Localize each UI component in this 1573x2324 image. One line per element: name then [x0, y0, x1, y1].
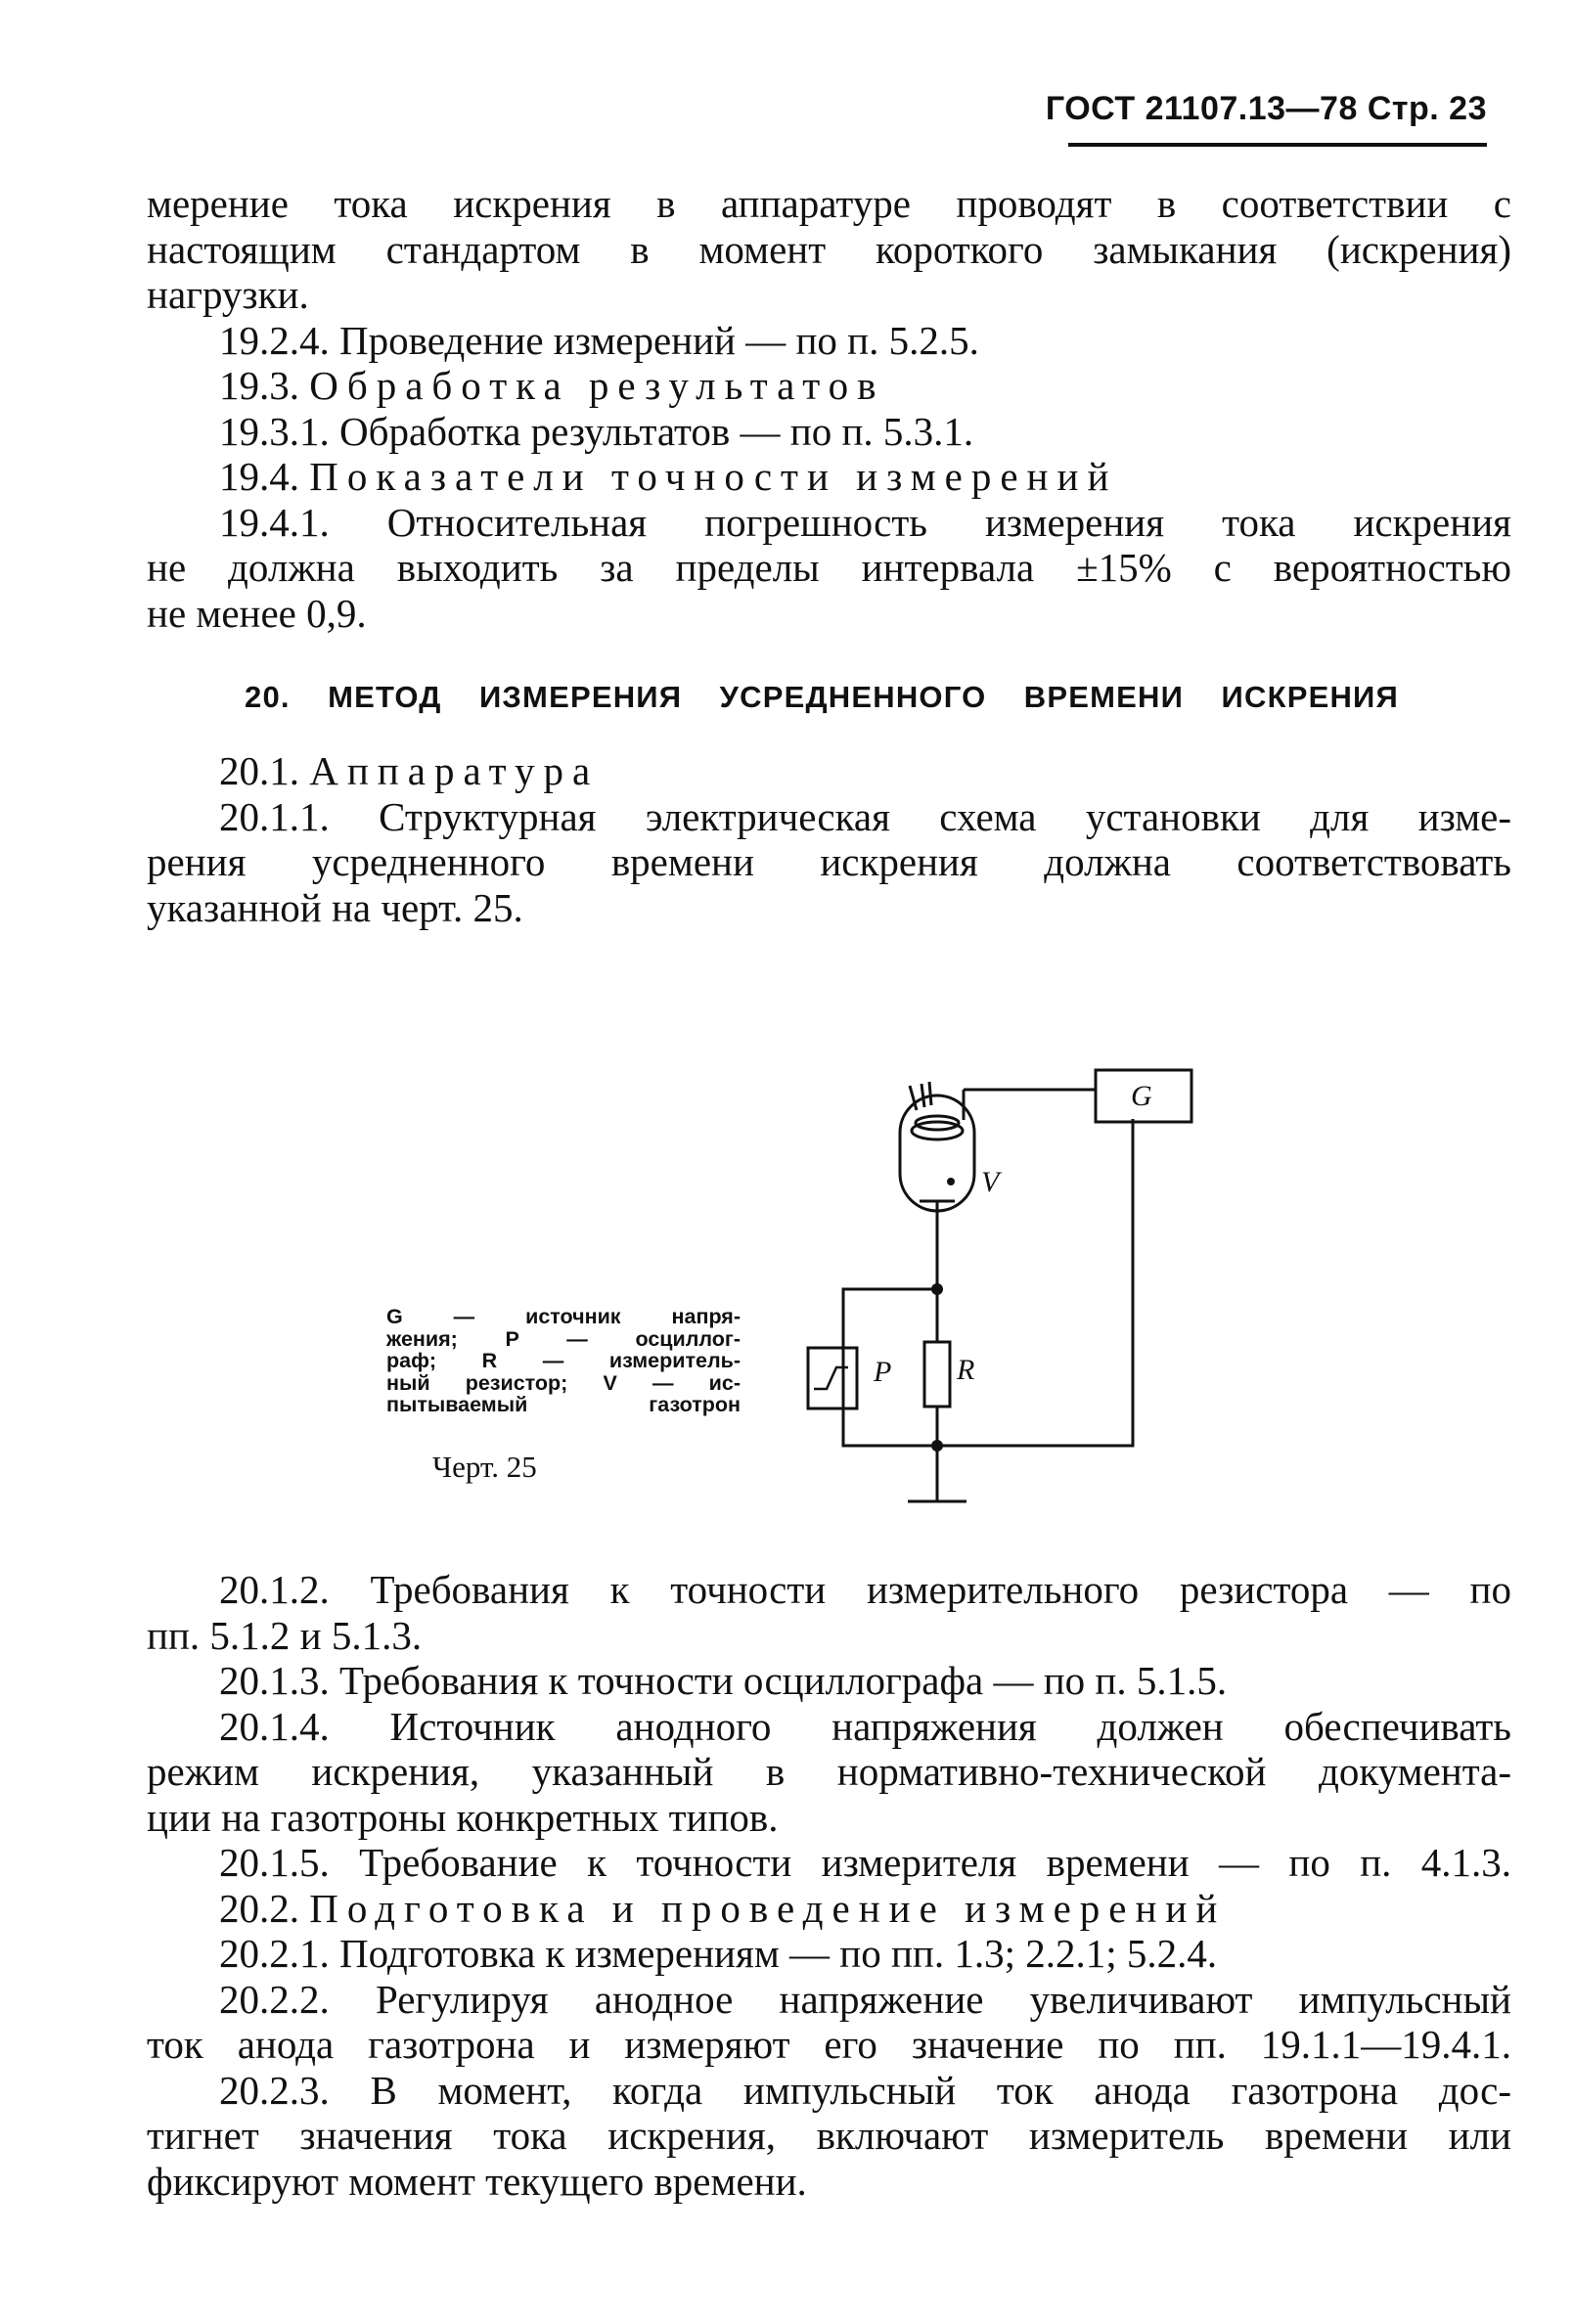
clause-20-2-3-line: 20.2.3. В момент, когда импульсный ток анода газотрона дос- — [219, 2067, 1511, 2113]
caption-line: ный резистор; V — ис- — [386, 1370, 741, 1395]
paragraph-line: настоящим стандартом в момент короткого замыкания (искрения) — [147, 226, 1511, 272]
clause-20-1-5: 20.1.5. Требование к точности измерителя времени — по п. 4.1.3. — [219, 1840, 1511, 1885]
clause-20-1-2-line: пп. 5.1.2 и 5.1.3. — [147, 1612, 423, 1658]
figure-label: Черт. 25 — [432, 1450, 537, 1484]
clause-title: Аппаратура — [309, 748, 600, 793]
clause-20-2-3-line: фиксируют момент текущего времени. — [147, 2158, 807, 2204]
clause-20-1-1-line: рения усредненного времени искрения должна соответствовать — [147, 839, 1511, 884]
page-number: Стр. 23 — [1367, 90, 1487, 127]
junction-dot — [931, 1283, 943, 1295]
resistor-box — [924, 1342, 950, 1407]
clause-20-1-2-line: 20.1.2. Требования к точности измерительного резистора — по — [219, 1567, 1511, 1612]
label-g: G — [1131, 1080, 1152, 1112]
clause-number: 20.2. — [219, 1885, 299, 1931]
clause-number: 19.3. — [219, 363, 299, 408]
clause-20-1-4-line: режим искрения, указанный в нормативно-технической документа- — [147, 1749, 1511, 1794]
clause-19-4-1-line: не менее 0,9. — [147, 590, 367, 636]
clause-19-4-1-line: не должна выходить за пределы интервала ±15% с вероятностью — [147, 545, 1511, 590]
clause-20-2-1: 20.2.1. Подготовка к измерениям — по пп. 1.3; 2.2.1; 5.2.4. — [219, 1931, 1218, 1976]
clause-20-1-3: 20.1.3. Требования к точности осциллографа — по п. 5.1.5. — [219, 1658, 1228, 1703]
clause-20-1-1-line: 20.1.1. Структурная электрическая схема установки для изме- — [219, 793, 1511, 839]
clause-20-2-2-line: 20.2.2. Регулируя анодное напряжение увеличивают импульсный — [219, 1976, 1511, 2022]
clause-number: 19.4. — [219, 454, 299, 499]
caption-line: жения; P — осциллог- — [386, 1326, 741, 1351]
paragraph-line: нагрузки. — [147, 272, 309, 317]
clause-20-2 — [147, 1886, 1511, 1932]
clause-number: 20.1. — [219, 748, 299, 793]
clause-19-3-1: 19.3.1. Обработка результатов — по п. 5.3.1. — [219, 408, 974, 454]
label-p: P — [874, 1356, 892, 1388]
clause-19-4-1-line: 19.4.1. Относительная погрешность измерения тока искрения — [219, 499, 1511, 545]
caption-line: пытываемый газотрон — [386, 1393, 741, 1416]
clause-title: Подготовка и проведение измерений — [309, 1885, 1227, 1931]
clause-20-1-1-line: указанной на черт. 25. — [147, 884, 523, 930]
clause-20-1-4-line: ции на газотроны конкретных типов. — [147, 1794, 779, 1840]
wire-right — [937, 1119, 1133, 1446]
clause-20-2-3-line: тигнет значения тока искрения, включают измеритель времени или — [147, 2113, 1511, 2158]
caption-line: G — источник напря- — [386, 1305, 741, 1328]
paragraph-line: мерение тока искрения в аппаратуре проводят в соответствии с — [147, 181, 1511, 226]
standard-number: ГОСТ 21107.13—78 — [1045, 90, 1358, 127]
clause-title: Обработка результатов — [309, 363, 885, 408]
clause-title: Показатели точности измерений — [309, 454, 1118, 499]
caption-line: раф; R — измеритель- — [386, 1349, 741, 1372]
label-r: R — [957, 1354, 975, 1386]
bottom-text — [147, 1567, 1511, 2204]
clause-20-1-4-line: 20.1.4. Источник анодного напряжения должен обеспечивать — [219, 1703, 1511, 1749]
tube-dot — [947, 1178, 955, 1185]
junction-dot — [931, 1440, 943, 1452]
clause-20-2-2-line: ток анода газотрона и измеряют его значение по пп. 19.1.1—19.4.1. — [147, 2022, 1511, 2067]
section-title: 20. МЕТОД ИЗМЕРЕНИЯ УСРЕДНЕННОГО ВРЕМЕНИ ИСКРЕНИЯ — [245, 680, 1399, 714]
clause-19-2-4: 19.2.4. Проведение измерений — по п. 5.2.5. — [219, 317, 979, 363]
gas-tube-anode — [920, 1201, 955, 1221]
label-v: V — [981, 1166, 1000, 1198]
